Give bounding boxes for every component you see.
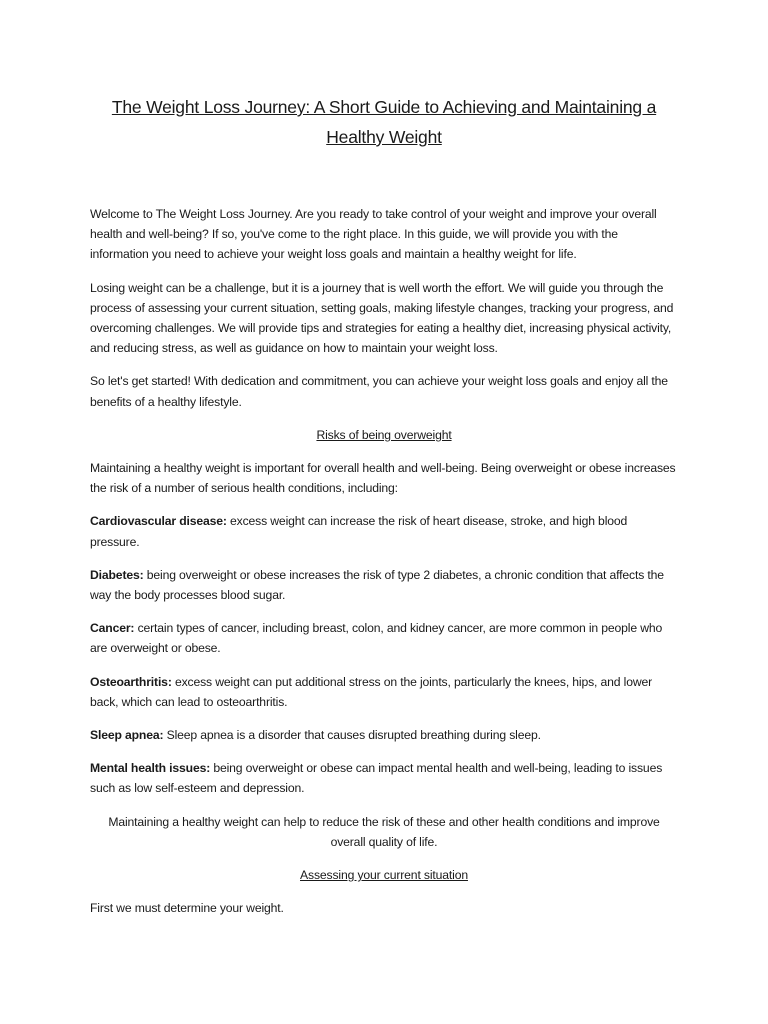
risk-item xyxy=(90,725,678,745)
risks-summary-paragraph: Maintaining a healthy weight can help to reduce the risk of these and other health conditions and improve overall quality of life. xyxy=(108,814,660,849)
risks-intro-paragraph: Maintaining a healthy weight is important for overall health and well-being. Being overweight or obese increases the risk of a number of serious health conditions, including: xyxy=(90,461,676,496)
section-heading-assessing: Assessing your current situation xyxy=(300,868,468,883)
intro-paragraph: Welcome to The Weight Loss Journey. Are you ready to take control of your weight and improve your overall health and well-being? If so, you've come to the right place. In this guide, we will provide you with the information you need to achieve your weight loss goals and maintain a healthy weight for life. xyxy=(90,207,657,262)
intro-paragraph: Losing weight can be a challenge, but it is a journey that is well worth the effort. We will guide you through the process of assessing your current situation, setting goals, making lifestyle changes, tracking your progress, and overcoming challenges. We will provide tips and strategies for eating a healthy diet, increasing physical activity, and reducing stress, as well as guidance on how to maintain your weight loss. xyxy=(90,280,674,356)
risk-description: excess weight can put additional stress on the joints, particularly the knees, hips, and lower back, which can lead to osteoarthritis. xyxy=(90,674,653,709)
risk-description: excess weight can increase the risk of heart disease, stroke, and high blood pressure. xyxy=(90,514,628,549)
risk-item xyxy=(90,565,678,605)
intro-paragraph: So let's get started! With dedication and commitment, you can achieve your weight loss goals and enjoy all the benefits of a healthy lifestyle. xyxy=(90,374,668,409)
risk-item xyxy=(90,758,678,798)
risk-term: Osteoarthritis: xyxy=(90,674,172,689)
assess-paragraph: First we must determine your weight. xyxy=(90,901,284,916)
risk-term: Sleep apnea: xyxy=(90,728,164,743)
risk-description: Sleep apnea is a disorder that causes disrupted breathing during sleep. xyxy=(163,728,541,743)
risk-item xyxy=(90,511,678,551)
page-title: The Weight Loss Journey: A Short Guide to Achieving and Maintaining a Healthy Weight xyxy=(111,97,657,147)
risk-description: being overweight or obese can impact mental health and well-being, leading to issues such as low self-esteem and depression. xyxy=(90,761,663,796)
risk-term: Mental health issues: xyxy=(90,761,211,776)
risk-term: Cardiovascular disease: xyxy=(90,514,227,529)
risk-description: being overweight or obese increases the risk of type 2 diabetes, a chronic condition that affects the way the body processes blood sugar. xyxy=(90,567,664,603)
risk-item xyxy=(90,672,678,712)
risk-description: certain types of cancer, including breast, colon, and kidney cancer, are more common in people who are overweight or obese. xyxy=(90,621,663,656)
section-heading-risks: Risks of being overweight xyxy=(316,427,452,442)
risk-item xyxy=(90,618,678,658)
risk-term: Cancer: xyxy=(90,621,135,636)
risk-term: Diabetes: xyxy=(90,567,144,582)
